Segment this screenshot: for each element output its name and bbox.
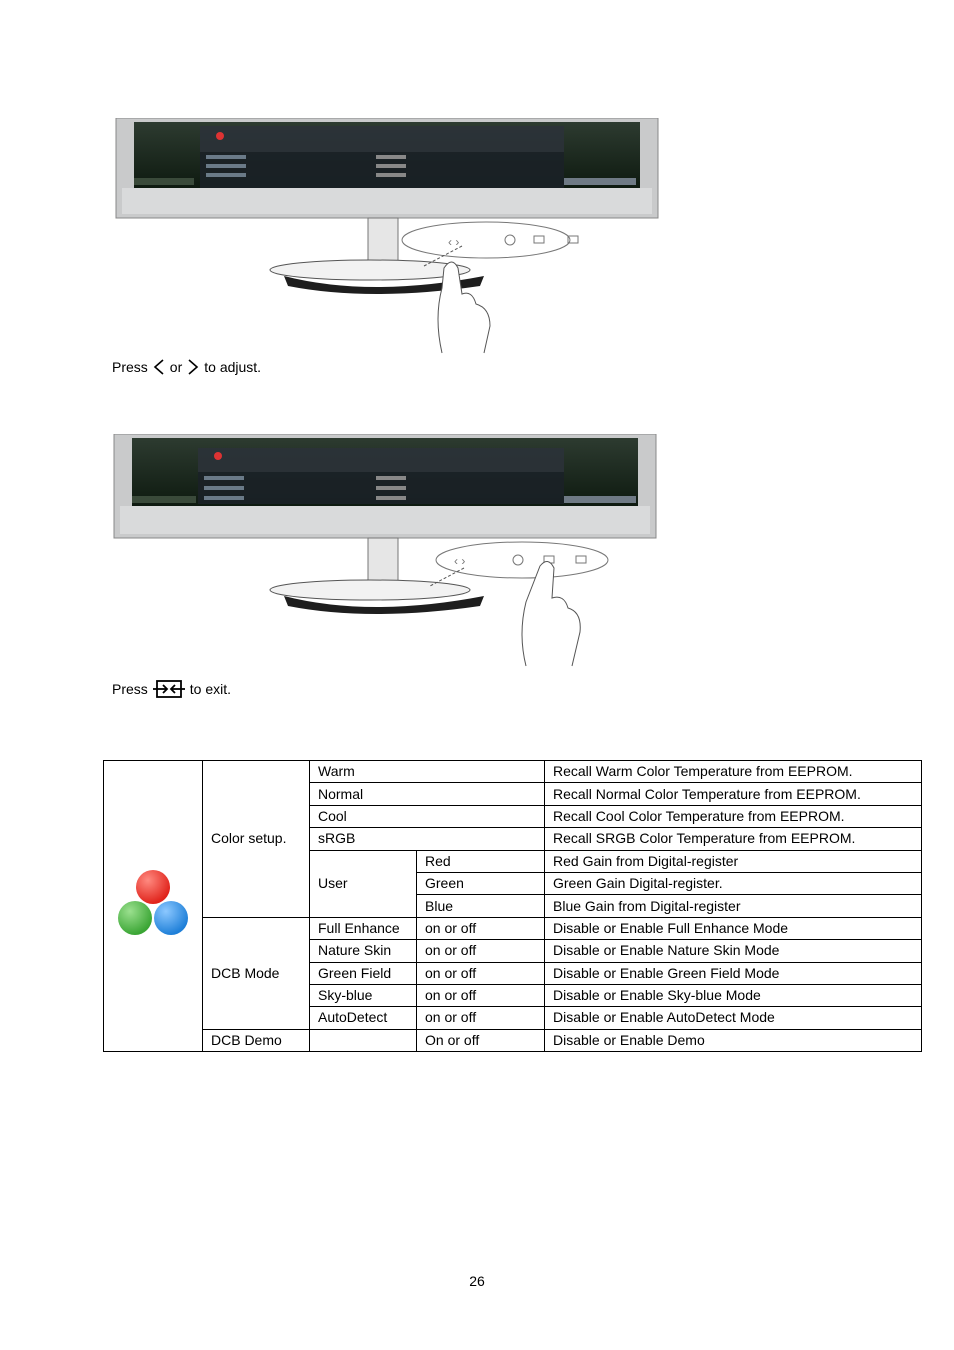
caption-press-text: Press [112, 359, 148, 375]
icon-cell [104, 761, 203, 1052]
auto-exit-icon [153, 678, 185, 700]
item-cell: Cool [310, 805, 545, 827]
table-row [104, 917, 922, 939]
caption-adjust-text: to adjust. [204, 359, 262, 375]
caption-press-text: Press [112, 681, 148, 697]
value-cell: Green [417, 872, 545, 894]
desc-cell: Disable or Enable Green Field Mode [545, 962, 922, 984]
value-cell: Red [417, 850, 545, 872]
desc-cell: Green Gain Digital-register. [545, 872, 922, 894]
caption-exit-text: to exit. [189, 681, 232, 697]
table-row [104, 1029, 922, 1051]
desc-cell: Blue Gain from Digital-register [545, 895, 922, 917]
desc-cell: Disable or Enable Full Enhance Mode [545, 917, 922, 939]
svg-text:‹ ›: ‹ › [448, 235, 460, 249]
value-cell: Blue [417, 895, 545, 917]
group-dcb-mode: DCB Mode [203, 917, 310, 1029]
value-cell: on or off [417, 1007, 545, 1029]
item-cell: sRGB [310, 828, 545, 850]
desc-cell: Recall SRGB Color Temperature from EEPROM. [545, 828, 922, 850]
value-cell: on or off [417, 984, 545, 1006]
svg-text:‹ ›: ‹ › [454, 554, 466, 568]
item-cell: Green Field [310, 962, 417, 984]
desc-cell: Disable or Enable Demo [545, 1029, 922, 1051]
item-cell: AutoDetect [310, 1007, 417, 1029]
item-cell: Warm [310, 761, 545, 783]
value-cell: On or off [417, 1029, 545, 1051]
item-cell: Sky-blue [310, 984, 417, 1006]
table-row [104, 761, 922, 783]
desc-cell: Red Gain from Digital-register [545, 850, 922, 872]
value-cell: on or off [417, 962, 545, 984]
group-color-setup: Color setup. [203, 761, 310, 918]
group-dcb-demo: DCB Demo [203, 1029, 310, 1051]
desc-cell: Disable or Enable Sky-blue Mode [545, 984, 922, 1006]
desc-cell: Recall Warm Color Temperature from EEPROM. [545, 761, 922, 783]
value-cell: on or off [417, 940, 545, 962]
desc-cell: Disable or Enable AutoDetect Mode [545, 1007, 922, 1029]
desc-cell: Recall Normal Color Temperature from EEPROM. [545, 783, 922, 805]
group-user: User [310, 850, 417, 917]
item-cell: Nature Skin [310, 940, 417, 962]
caption-or-text: or [169, 359, 183, 375]
page-number: 26 [469, 1273, 485, 1289]
adjust-caption [112, 359, 261, 375]
item-cell: Full Enhance [310, 917, 417, 939]
value-cell: on or off [417, 917, 545, 939]
color-setup-table [103, 760, 922, 1052]
desc-cell: Recall Cool Color Temperature from EEPROM. [545, 805, 922, 827]
color-setup-icon [116, 868, 190, 938]
monitor-adjust-figure [112, 118, 662, 356]
desc-cell: Disable or Enable Nature Skin Mode [545, 940, 922, 962]
monitor-exit-figure [112, 434, 662, 670]
exit-caption [112, 678, 231, 700]
item-cell: Normal [310, 783, 545, 805]
chevron-left-icon [153, 359, 165, 375]
chevron-right-icon [187, 359, 199, 375]
item-cell [310, 1029, 417, 1051]
